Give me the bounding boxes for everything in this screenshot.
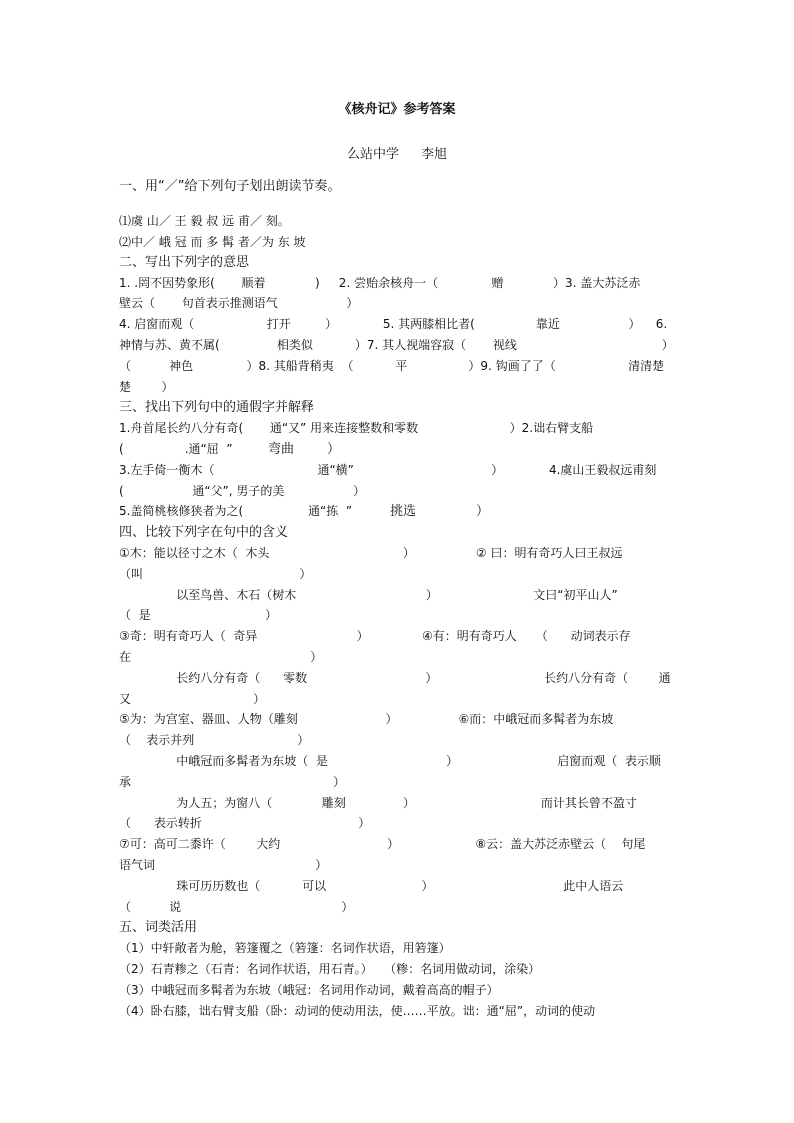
compare-line-5: ③奇：明有奇巧人（ 奇异 ） ④有：明有奇巧人 （ 动词表示存 (119, 629, 631, 643)
compare-line-15: ⑦可：高可二黍许（ 大约 ） ⑧云：盖大苏泛赤壁云（ 句尾 (119, 837, 646, 851)
tongjia-line-4: ( 通“父”, 男子的美 ） (119, 484, 366, 498)
usage-line-4: （4）卧右膝，诎右臂支船（卧：动词的使动用法，使……平放。诎：通“屈”，动词的使动 (119, 1004, 596, 1018)
tongjia-line-3: 3.左手倚一衡木（ 通“横” ） 4.虞山王毅叔远甫刻 (119, 463, 657, 477)
section-heading-2: 二、写出下列字的意思 (119, 255, 250, 270)
usage-line-2: （2）石青糁之（石青：名词作状语，用石青。） （糁：名词用做动词，涂染） (119, 962, 541, 976)
compare-line-14: （ 表示转折 ） (119, 816, 371, 830)
meaning-line-4: 神情与苏、黄不属( 相类似 ）7. 其人视端容寂（ 视线 ） (119, 338, 674, 352)
tongjia-line-2: ( .通“屈 ” (119, 442, 233, 456)
compare-line-6: 在 ） (119, 650, 323, 664)
compare-line-16: 语气词 ） (119, 858, 328, 872)
compare-line-4: （ 是 ） (119, 608, 278, 622)
meaning-line-1: 1. .罔不因势象形( 顺着 ) 2. 尝贻余核舟一（ 赠 ）3. 盖大苏泛赤 (119, 276, 641, 290)
compare-line-1: ①木：能以径寸之木（ 木头 ） ② 曰：明有奇巧人曰王叔远 (119, 546, 623, 560)
jian-meaning-note: 挑选 (390, 504, 417, 519)
teacher-name: 李旭 (421, 147, 448, 162)
tongjia-line-1: 1.舟首尾长约八分有奇( 通“又” 用来连接整数和零数 ）2.诎右臂支船 (119, 421, 594, 435)
compare-line-2: （叫 ） (119, 567, 312, 581)
compare-line-13: 为人五；为窗八（ 雕刻 ） 而计其长曾不盈寸 (119, 796, 637, 810)
author-line (0, 143, 794, 162)
compare-line-7: 长约八分有奇（ 零数 ） 长约八分有奇（ 通 (119, 671, 671, 685)
compare-line-12: 承 ） (119, 775, 346, 789)
tongjia-line-5: 5.盖简桃核修狭者为之( 通“拣 ” (119, 504, 353, 518)
rhythm-line-2: ⑵中／ 峨 冠 而 多 髯 者／为 东 坡 (119, 235, 306, 249)
meaning-line-2: 壁云（ 句首表示推测语气 ） (119, 296, 359, 310)
compare-line-18: （ 说 ） (119, 900, 354, 914)
compare-line-11: 中峨冠而多髯者为东坡（ 是 ） 启窗而观（ 表示顺 (119, 754, 661, 768)
usage-line-3: （3）中峨冠而多髯者为东坡（峨冠：名词用作动词，戴着高高的帽子） (119, 983, 499, 997)
usage-line-1: （1）中轩敞者为舱，箬篷覆之（箬篷：名词作状语，用箬篷） (119, 941, 451, 955)
compare-line-10: （ 表示并列 ） (119, 733, 310, 747)
section-heading-3: 三、找出下列句中的通假字并解释 (119, 400, 315, 415)
compare-line-3: 以至鸟兽、木石（树木 ） 文曰“初平山人” (119, 588, 618, 602)
qu-close-paren: ） (327, 442, 341, 457)
meaning-line-5: （ 神色 ）8. 其船背稍夷 （ 平 ）9. 钩画了了（ 清清楚 (119, 359, 665, 373)
compare-line-8: 又 ） (119, 692, 266, 706)
jian-close-paren: ） (476, 504, 490, 519)
section-heading-1: 一、用“／”给下列句子划出朗读节奏。 (119, 179, 341, 194)
meaning-line-6: 楚 ） (119, 380, 174, 394)
qu-meaning-note: 弯曲 (268, 442, 295, 457)
section-heading-4: 四、比较下列字在句中的含义 (119, 525, 289, 540)
meaning-line-3: 4. 启窗而观（ 打开 ） 5. 其两膝相比者( 靠近 ） 6. (119, 317, 668, 331)
school-name: 么站中学 (346, 147, 399, 162)
section-heading-5: 五、词类活用 (119, 920, 198, 935)
compare-line-17: 珠可历历数也（ 可以 ） 此中人语云 (119, 879, 624, 893)
page-title: 《核舟记》参考答案 (338, 102, 456, 117)
rhythm-line-1: ⑴虞 山／ 王 毅 叔 远 甫／ 刻。 (119, 214, 290, 228)
compare-line-9: ⑤为：为宫室、器皿、人物（雕刻 ） ⑥而：中峨冠而多髯者为东坡 (119, 712, 614, 726)
